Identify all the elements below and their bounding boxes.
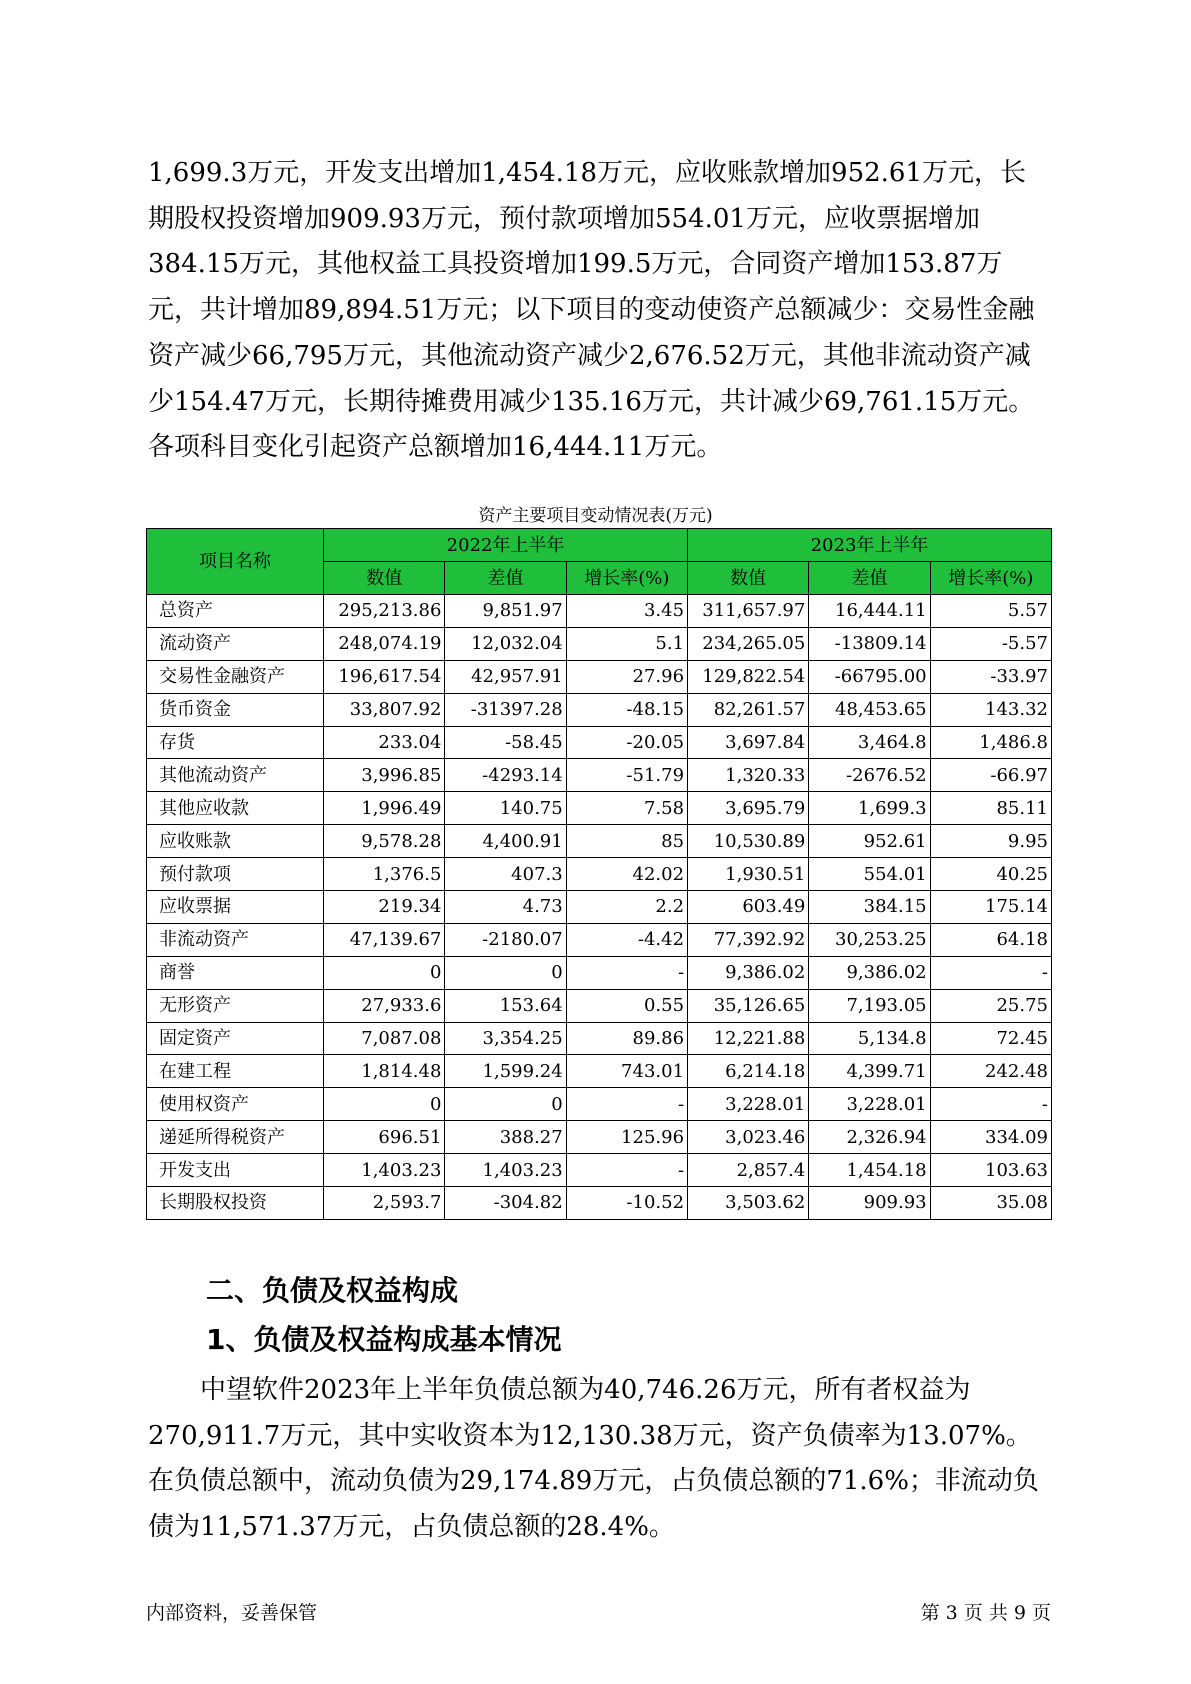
row-value-cell: 384.15	[809, 891, 930, 924]
row-item-name: 使用权资产	[147, 1088, 324, 1121]
row-value-cell: 295,213.86	[324, 595, 445, 628]
row-value-cell: 85	[566, 825, 687, 858]
row-value-cell: 3,996.85	[324, 759, 445, 792]
table-row	[147, 759, 1052, 792]
value-header-2023: 数值	[688, 562, 809, 595]
row-value-cell: 603.49	[688, 891, 809, 924]
row-value-cell: -2676.52	[809, 759, 930, 792]
row-value-cell: 5,134.8	[809, 1022, 930, 1055]
table-row	[147, 1055, 1052, 1088]
row-value-cell: 2.2	[566, 891, 687, 924]
table-row	[147, 693, 1052, 726]
row-value-cell: 5.57	[930, 595, 1051, 628]
table-row	[147, 858, 1052, 891]
body-paragraph-liabilities: 中望软件2023年上半年负债总额为40,746.26万元，所有者权益为270,911.7万元，其中实收资本为12,130.38万元，资产负债率为13.07%。在负债总额中，流动负债为29,174.89万元，占负债总额的71.6%；非流动负债为11,571.37万元，占负债总额的28.4%。	[148, 1375, 1039, 1543]
row-value-cell: 2,857.4	[688, 1154, 809, 1187]
table-row	[147, 989, 1052, 1022]
row-value-cell: 129,822.54	[688, 660, 809, 693]
row-value-cell: 77,392.92	[688, 923, 809, 956]
table-row	[147, 956, 1052, 989]
footer-page-number: 第 3 页 共 9 页	[920, 1602, 1051, 1624]
table-row	[147, 1187, 1052, 1220]
row-value-cell: 0.55	[566, 989, 687, 1022]
row-value-cell: 40.25	[930, 858, 1051, 891]
row-value-cell: 248,074.19	[324, 627, 445, 660]
row-item-name: 流动资产	[147, 627, 324, 660]
row-value-cell: 0	[445, 1088, 566, 1121]
row-value-cell: 7.58	[566, 792, 687, 825]
row-value-cell: 1,930.51	[688, 858, 809, 891]
table-row	[147, 792, 1052, 825]
row-item-name: 开发支出	[147, 1154, 324, 1187]
diff-header-2022: 差值	[445, 562, 566, 595]
row-value-cell: 3.45	[566, 595, 687, 628]
row-value-cell: -4.42	[566, 923, 687, 956]
row-value-cell: 64.18	[930, 923, 1051, 956]
row-value-cell: 25.75	[930, 989, 1051, 1022]
row-value-cell: 196,617.54	[324, 660, 445, 693]
row-value-cell: 12,032.04	[445, 627, 566, 660]
body-paragraph-assets: 1,699.3万元，开发支出增加1,454.18万元，应收账款增加952.61万元，长期股权投资增加909.93万元，预付款项增加554.01万元，应收票据增加384.15万元，其他权益工具投资增加199.5万元，合同资产增加153.87万元，共计增加89,894.51万元；以下项目的变动使资产总额减少：交易性金融资产减少66,795万元，其他流动资产减少2,676.52万元，其他非流动资产减少154.47万元，长期待摊费用减少135.16万元，共计减少69,761.15万元。各项科目变化引起资产总额增加16,444.11万元。	[148, 158, 1035, 463]
table-row	[147, 726, 1052, 759]
row-value-cell: 3,023.46	[688, 1121, 809, 1154]
row-value-cell: 1,599.24	[445, 1055, 566, 1088]
row-value-cell: 48,453.65	[809, 693, 930, 726]
period-2023-header: 2023年上半年	[688, 529, 1052, 562]
row-value-cell: 140.75	[445, 792, 566, 825]
diff-header-2023: 差值	[809, 562, 930, 595]
growth-header-2023: 增长率(%)	[930, 562, 1051, 595]
row-value-cell: 16,444.11	[809, 595, 930, 628]
row-value-cell: 3,697.84	[688, 726, 809, 759]
row-value-cell: 242.48	[930, 1055, 1051, 1088]
row-value-cell: -31397.28	[445, 693, 566, 726]
row-value-cell: -66795.00	[809, 660, 930, 693]
row-value-cell: 3,354.25	[445, 1022, 566, 1055]
row-value-cell: 1,403.23	[324, 1154, 445, 1187]
row-value-cell: -5.57	[930, 627, 1051, 660]
row-value-cell: 3,503.62	[688, 1187, 809, 1220]
row-value-cell: 4.73	[445, 891, 566, 924]
row-item-name: 非流动资产	[147, 923, 324, 956]
row-value-cell: 35.08	[930, 1187, 1051, 1220]
row-value-cell: 10,530.89	[688, 825, 809, 858]
table-row	[147, 1121, 1052, 1154]
table-row	[147, 825, 1052, 858]
row-value-cell: 47,139.67	[324, 923, 445, 956]
row-value-cell: 1,320.33	[688, 759, 809, 792]
row-value-cell: 311,657.97	[688, 595, 809, 628]
subsection-heading: 1、负债及权益构成基本情况	[206, 1323, 562, 1356]
row-value-cell: 42,957.91	[445, 660, 566, 693]
row-item-name: 递延所得税资产	[147, 1121, 324, 1154]
row-value-cell: 85.11	[930, 792, 1051, 825]
row-item-name: 其他流动资产	[147, 759, 324, 792]
row-value-cell: 9,851.97	[445, 595, 566, 628]
row-item-name: 应收票据	[147, 891, 324, 924]
row-value-cell: 9,578.28	[324, 825, 445, 858]
table-row	[147, 1088, 1052, 1121]
row-value-cell: 1,996.49	[324, 792, 445, 825]
row-value-cell: -	[566, 1088, 687, 1121]
row-value-cell: 27,933.6	[324, 989, 445, 1022]
row-value-cell: -13809.14	[809, 627, 930, 660]
table-row	[147, 595, 1052, 628]
row-value-cell: 4,399.71	[809, 1055, 930, 1088]
footer-confidential-note: 内部资料，妥善保管	[146, 1602, 318, 1624]
row-value-cell: 1,376.5	[324, 858, 445, 891]
row-value-cell: -	[930, 1088, 1051, 1121]
table-caption: 资产主要项目变动情况表(万元)	[478, 506, 713, 526]
table-row	[147, 891, 1052, 924]
row-item-name: 长期股权投资	[147, 1187, 324, 1220]
row-value-cell: 1,486.8	[930, 726, 1051, 759]
row-value-cell: 6,214.18	[688, 1055, 809, 1088]
row-item-name: 货币资金	[147, 693, 324, 726]
row-value-cell: 4,400.91	[445, 825, 566, 858]
row-value-cell: 89.86	[566, 1022, 687, 1055]
table-row	[147, 1022, 1052, 1055]
row-value-cell: 2,593.7	[324, 1187, 445, 1220]
row-value-cell: 3,228.01	[809, 1088, 930, 1121]
row-value-cell: 1,814.48	[324, 1055, 445, 1088]
row-value-cell: 175.14	[930, 891, 1051, 924]
row-value-cell: 153.64	[445, 989, 566, 1022]
row-value-cell: 143.32	[930, 693, 1051, 726]
row-value-cell: 30,253.25	[809, 923, 930, 956]
row-value-cell: -304.82	[445, 1187, 566, 1220]
row-item-name: 总资产	[147, 595, 324, 628]
table-row	[147, 1154, 1052, 1187]
row-value-cell: -	[930, 956, 1051, 989]
row-item-name: 其他应收款	[147, 792, 324, 825]
row-value-cell: 0	[324, 956, 445, 989]
row-value-cell: -33.97	[930, 660, 1051, 693]
table-row	[147, 660, 1052, 693]
row-item-name: 无形资产	[147, 989, 324, 1022]
row-value-cell: 1,454.18	[809, 1154, 930, 1187]
row-value-cell: 72.45	[930, 1022, 1051, 1055]
row-value-cell: 9,386.02	[688, 956, 809, 989]
row-value-cell: 554.01	[809, 858, 930, 891]
row-value-cell: 0	[324, 1088, 445, 1121]
row-value-cell: -66.97	[930, 759, 1051, 792]
row-value-cell: 407.3	[445, 858, 566, 891]
row-value-cell: -20.05	[566, 726, 687, 759]
section-heading: 二、负债及权益构成	[206, 1274, 459, 1307]
row-value-cell: 219.34	[324, 891, 445, 924]
row-value-cell: -4293.14	[445, 759, 566, 792]
row-value-cell: 1,403.23	[445, 1154, 566, 1187]
item-name-header: 项目名称	[147, 529, 324, 595]
row-value-cell: -48.15	[566, 693, 687, 726]
row-value-cell: 696.51	[324, 1121, 445, 1154]
row-item-name: 交易性金融资产	[147, 660, 324, 693]
asset-change-table	[146, 528, 1052, 1220]
row-value-cell: -58.45	[445, 726, 566, 759]
row-value-cell: -51.79	[566, 759, 687, 792]
row-item-name: 应收账款	[147, 825, 324, 858]
row-value-cell: 82,261.57	[688, 693, 809, 726]
row-value-cell: 35,126.65	[688, 989, 809, 1022]
row-value-cell: 9.95	[930, 825, 1051, 858]
period-2022-header: 2022年上半年	[324, 529, 688, 562]
row-value-cell: 3,695.79	[688, 792, 809, 825]
table-body	[147, 595, 1052, 1220]
row-value-cell: -10.52	[566, 1187, 687, 1220]
row-value-cell: 3,464.8	[809, 726, 930, 759]
row-value-cell: 42.02	[566, 858, 687, 891]
row-item-name: 在建工程	[147, 1055, 324, 1088]
row-value-cell: 388.27	[445, 1121, 566, 1154]
table-header-row	[147, 529, 1052, 562]
row-value-cell: 7,193.05	[809, 989, 930, 1022]
value-header-2022: 数值	[324, 562, 445, 595]
row-value-cell: 909.93	[809, 1187, 930, 1220]
row-value-cell: -2180.07	[445, 923, 566, 956]
row-value-cell: 3,228.01	[688, 1088, 809, 1121]
row-value-cell: 334.09	[930, 1121, 1051, 1154]
row-value-cell: 952.61	[809, 825, 930, 858]
row-value-cell: 743.01	[566, 1055, 687, 1088]
growth-header-2022: 增长率(%)	[566, 562, 687, 595]
row-item-name: 预付款项	[147, 858, 324, 891]
row-item-name: 存货	[147, 726, 324, 759]
row-value-cell: 33,807.92	[324, 693, 445, 726]
row-value-cell: 0	[445, 956, 566, 989]
row-value-cell: 5.1	[566, 627, 687, 660]
row-item-name: 固定资产	[147, 1022, 324, 1055]
row-value-cell: 125.96	[566, 1121, 687, 1154]
row-value-cell: -	[566, 1154, 687, 1187]
row-value-cell: 1,699.3	[809, 792, 930, 825]
row-value-cell: 7,087.08	[324, 1022, 445, 1055]
row-value-cell: 233.04	[324, 726, 445, 759]
row-value-cell: 9,386.02	[809, 956, 930, 989]
row-value-cell: -	[566, 956, 687, 989]
row-item-name: 商誉	[147, 956, 324, 989]
row-value-cell: 12,221.88	[688, 1022, 809, 1055]
row-value-cell: 103.63	[930, 1154, 1051, 1187]
table-row	[147, 627, 1052, 660]
row-value-cell: 234,265.05	[688, 627, 809, 660]
row-value-cell: 27.96	[566, 660, 687, 693]
row-value-cell: 2,326.94	[809, 1121, 930, 1154]
table-row	[147, 923, 1052, 956]
